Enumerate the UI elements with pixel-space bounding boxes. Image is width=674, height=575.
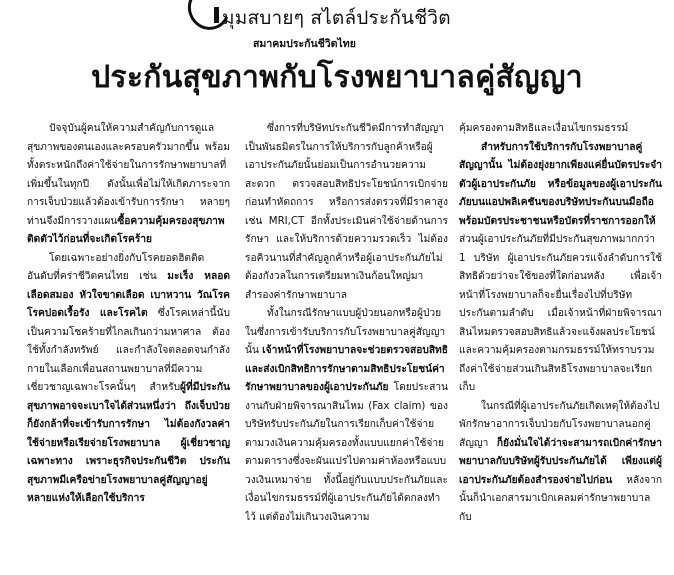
paragraph [27,120,230,250]
column-header [0,0,674,58]
publisher-name: สมาคมประกันชีวิตไทย [253,38,356,50]
bold-text-run: ซื้อความคุ้มครองสุขภาพติดตัวไว้ก่อนที่จะเกิดโรคร้าย [27,215,225,245]
bold-text-run: มะเร็ง หลอดเลือดสมอง หัวใจขาดเลือด เบาหวาน วัณโรค โรคปอดเรื้อรัง และโรคไต [27,271,230,319]
bold-text-run: ผู้ที่มีประกันสุขภาพอาจจะเบาใจได้ส่วนหนึ่งว่า ถึงเจ็บป่วยก็ยังกล้าที่จะเข้ารับการรักษา ไม่ต้องกังวลค่าใช้จ่ายหรือเรียจ่ายโรงพยาบาล ผู้เชี่ยวชาญเฉพาะทาง เพราะธุรกิจประกันชีวิต ประกันสุขภาพมีเครือข่ายโรงพยาบาลคู่สัญญาอยู่หลายแห่งให้เลือกใช้บริการ [27,382,230,504]
article-column-3 [459,120,662,575]
bold-text-run: สำหรับการใช้บริการกับโรงพยาบาลคู่สัญญานั้น ไม่ต้องยุ่งยากเพียงแค่ยื่นบัตรประจำตัวผู้เอาประกันภัย หรือข้อมูลของผู้เอาประกันภัยบนแอปพลิเคชันของบริษัทประกันบนมือถือ พร้อมบัตรประชาชนหรือบัตรที่ราชการออกให้ [459,141,662,227]
text-run: คุ้มครองตามสิทธิและเงื่อนไขกรมธรรม์ [459,123,629,134]
text-run: หลังจากนั้นก็นำเอกสารมาเบิกเคลมค่ารักษาพยาบาลกับ [459,474,662,523]
paragraph [245,120,448,305]
paragraph [245,305,448,527]
column-title: มุมสบายๆ สไตล์ประกันชีวิต [222,7,451,29]
paragraph [459,120,662,139]
bold-text-run: ก็ยังมั่นใจได้ว่าจะสามารถเบิกค่ารักษาพยาบาลกับบริษัทผู้รับประกันภัยได้ เพียงแต่ผู้เอาประกันภัยต้องสำรองจ่ายไปก่อน [459,437,662,486]
text-run: ในกรณีที่ผู้เอาประกันภัยเกิดเหตุให้ต้องไปพักรักษาอาการเจ็บป่วยกับโรงพยาบาลนอกคู่สัญญา [459,400,660,449]
text-run: โดยเฉพาะอย่างยิ่งกับโรคยอดฮิตติดอันดับที่คร่าชีวิตคนไทย เช่น [27,252,205,282]
article-headline: ประกันสุขภาพกับโรงพยาบาลคู่สัญญา [91,60,583,95]
text-run: ส่วนผู้เอาประกันภัยที่มีประกันสุขภาพมากกว่า 1 บริษัท ผู้เอาประกันภัยควรแจ้งลำดับการใช้สิทธิด้วยว่าจะใช้ของที่ใดก่อนหลัง เพื่อเจ้าหน้าที่โรงพยาบาลก็จะยื่นเรื่องไปที่บริษัทประกันตามลำดับ เมื่อเจ้าหน้าที่ฝ่ายพิจารณาสินไหมตรวจสอบสิทธิแล้วจะแจ้งผลประโยชน์และความคุ้มครองตามกรมธรรม์ให้ทราบรวมถึงค่าใช้จ่ายส่วนเกินสิทธิโรงพยาบาลจะเรียกเก็บ [459,234,662,393]
bold-text-run: เจ้าหน้าที่โรงพยาบาลจะช่วยตรวจสอบสิทธิและส่งเบิกสิทธิการรักษาตามสิทธิประโยชน์ค่ารักษาพยาบาลของผู้เอาประกันภัย [245,345,448,393]
text-run: ซึ่งการที่บริษัทประกันชีวิตมีการทำสัญญาเป็นพันธมิตรในการให้บริการกับลูกค้าหรือผู้เอาประกันภัยนั้นย่อมเป็นการอำนวยความสะดวก ตรวจสอบสิทธิประโยชน์การเบิกจ่ายก่อนทำหัตถการ หรือการส่งตรวจที่มีราคาสูง เช่น MRI,CT อีกทั้งประเมินค่าใช้จ่ายด้านการรักษา และให้บริการด้วยความรวดเร็ว ไม่ต้องรอคิวนานที่สำคัญลูกค้าหรือผู้เอาประกันภัยไม่ต้องกังวลในการเตรียมหาเงินก้อนใหญ่มาสำรองค่ารักษาพยาบาล [245,123,448,301]
text-run: ซึ่งโรคเหล่านี้นับเป็นความโชคร้ายที่ไกลเกินกว่ามหาศาล ต้องใช้ทั้งกำลังทรัพย์ และกำลังใจตลอดจนกำลังกายในเลือกเพื่อนสถานพยาบาลที่มีความเชี่ยวชาญเฉพาะโรคนั้นๆ สำหรับ [27,308,230,393]
paragraph [27,250,230,509]
article-column-1 [27,120,230,575]
text-run: ปัจจุบันผู้คนให้ความสำคัญกับการดูแลสุขภาพของตนเองและครอบครัวมากขึ้น พร้อมทั้งตระหนักถึงค่าใช้จ่ายในการรักษาพยาบาลที่เพิ่มขึ้นในทุกปี ดังนั้นเพื่อไม่ให้เกิดภาระจากการเจ็บป่วยแล้วต้องเข้ารับการรักษา หลายๆ ท่านจึงมีการวางแผน [27,123,230,227]
paragraph [459,398,662,528]
column-logo-bar [214,7,219,23]
text-run: ทั้งในกรณีรักษาแบบผู้ป่วยนอกหรือผู้ป่วยในซึ่งการเข้ารับบริการกับโรงพยาบาลคู่สัญญานั้น [245,308,446,356]
paragraph [459,139,662,398]
article-column-2 [245,120,448,575]
text-run: โดยประสานงานกับฝ่ายพิจารณาสินไหม (Fax claim) ของบริษัทรับประกันภัยในการเรียกเก็บค่าใช้จ่ายตามวงเงินความคุ้มครองทั้งแบบแยกค่าใช้จ่ายตามตารางซึ่งจะผันแปรไปตามค่าห้องหรือแบบวงเงินเหมาจ่าย ทั้งนี้อยู่กับแบบประกันภัยและเงื่อนไขกรมธรรม์ที่ผู้เอาประกันภัยได้ตกลงทำไว้ แต่ต้องไม่เกินวงเงินความ [245,382,448,523]
